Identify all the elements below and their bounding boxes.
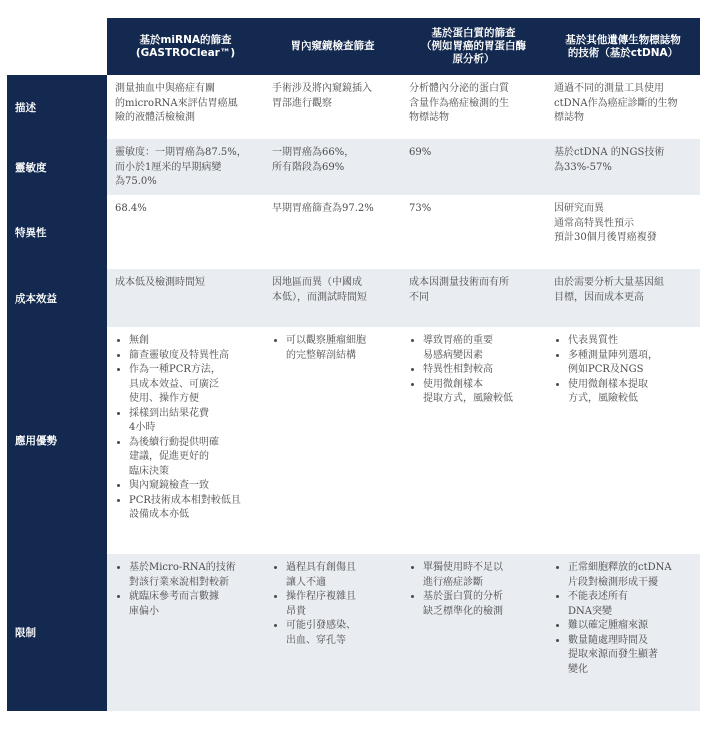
row-label-sensitivity: 靈敏度	[7, 139, 107, 195]
bullet-item: • 數量隨處理時間及 提取來源而發生顯著 變化	[568, 634, 694, 678]
bullet-item: • 難以確定腫瘤來源	[568, 619, 694, 634]
specificity-mirna: 68.4%	[107, 195, 264, 269]
advantages-endoscopy	[264, 327, 401, 554]
description-ctdna: 通過不同的測量工具使用 ctDNA作為癌症診斷的生物 標誌物	[546, 75, 700, 139]
cost-ctdna: 由於需要分析大量基因組 目標，因而成本更高	[546, 269, 700, 327]
row-label-advantages: 應用優勢	[7, 327, 107, 554]
header-protein: 基於蛋白質的篩查 （例如胃癌的胃蛋白酶 原分析）	[401, 18, 546, 75]
bullet-item: • 單獨使用時不足以 進行癌症診斷	[423, 561, 540, 590]
row-label-limitations: 限制	[7, 554, 107, 711]
sensitivity-endoscopy: 一期胃癌為66%， 所有階段為69%	[264, 139, 401, 195]
bullet-item: • 不能表述所有 DNA突變	[568, 590, 694, 619]
cost-protein: 成本因測量技術而有所 不同	[401, 269, 546, 327]
specificity-protein: 73%	[401, 195, 546, 269]
cost-endoscopy: 因地區而異（中國成 本低），而測試時間短	[264, 269, 401, 327]
advantages-ctdna	[546, 327, 700, 554]
limitations-ctdna	[546, 554, 700, 711]
bullet-item: • 特異性相對較高	[423, 363, 540, 378]
description-endoscopy: 手術涉及將內窺鏡插入 胃部進行觀察	[264, 75, 401, 139]
bullet-item: • 使用微創樣本提取 方式，風險較低	[568, 378, 694, 407]
bullet-item: • 就臨床參考而言數據 庫偏小	[129, 590, 258, 619]
sensitivity-mirna: 靈敏度：一期胃癌為87.5%， 而小於1厘米的早期病變 為75.0%	[107, 139, 264, 195]
advantages-protein	[401, 327, 546, 554]
bullet-item: • 基於Micro-RNA的技術 對該行業來說相對較新	[129, 561, 258, 590]
limitations-endoscopy	[264, 554, 401, 711]
specificity-endoscopy: 早期胃癌篩查為97.2%	[264, 195, 401, 269]
comparison-table	[7, 18, 700, 711]
bullet-item: • 過程具有創傷且 讓人不適	[286, 561, 395, 590]
cost-mirna: 成本低及檢測時間短	[107, 269, 264, 327]
row-label-cost: 成本效益	[7, 269, 107, 327]
bullet-item: • 基於蛋白質的分析 缺乏標準化的檢測	[423, 590, 540, 619]
sensitivity-ctdna: 基於ctDNA 的NGS技術 為33%-57%	[546, 139, 700, 195]
bullet-item: • 正常細胞釋放的ctDNA 片段對檢測形成干擾	[568, 561, 694, 590]
specificity-ctdna: 因研究而異 通常高特異性預示 預計30個月後胃癌複發	[546, 195, 700, 269]
bullet-item: • 與內窺鏡檢查一致	[129, 479, 258, 494]
header-ctdna: 基於其他遺傳生物標誌物 的技術（基於ctDNA）	[546, 18, 700, 75]
bullet-item: • 代表異質性	[568, 334, 694, 349]
bullet-item: • 操作程序複雜且 昂貴	[286, 590, 395, 619]
header-mirna: 基於miRNA的篩查 (GASTROClear™)	[107, 18, 264, 75]
bullet-item: • 使用微創樣本 提取方式，風險較低	[423, 378, 540, 407]
description-mirna: 測量抽血中與癌症有關 的microRNA來評估胃癌風 險的液體活檢檢測	[107, 75, 264, 139]
sensitivity-protein: 69%	[401, 139, 546, 195]
bullet-item: • 可能引發感染、 出血、穿孔等	[286, 619, 395, 648]
header-endoscopy: 胃內窺鏡檢查篩查	[264, 18, 401, 75]
bullet-item: • 多種測量陣列選項， 例如PCR及NGS	[568, 349, 694, 378]
bullet-item: • 篩查靈敏度及特異性高	[129, 349, 258, 364]
limitations-mirna	[107, 554, 264, 711]
bullet-item: • 為後續行動提供明確 建議，促進更好的 臨床決策	[129, 436, 258, 480]
bullet-item: • 作為一種PCR方法， 具成本效益、可廣泛 使用、操作方便	[129, 363, 258, 407]
row-label-specificity: 特異性	[7, 195, 107, 269]
bullet-item: • PCR技術成本相對較低且 設備成本亦低	[129, 494, 258, 523]
limitations-protein	[401, 554, 546, 711]
description-protein: 分析體內分泌的蛋白質 含量作為癌症檢測的生 物標誌物	[401, 75, 546, 139]
bullet-item: • 無創	[129, 334, 258, 349]
header-corner	[7, 18, 107, 75]
bullet-item: • 可以觀察腫瘤細胞 的完整解剖結構	[286, 334, 395, 363]
row-label-description: 描述	[7, 75, 107, 139]
bullet-item: • 採樣到出結果花費 4小時	[129, 407, 258, 436]
advantages-mirna	[107, 327, 264, 554]
bullet-item: • 導致胃癌的重要 易感病變因素	[423, 334, 540, 363]
